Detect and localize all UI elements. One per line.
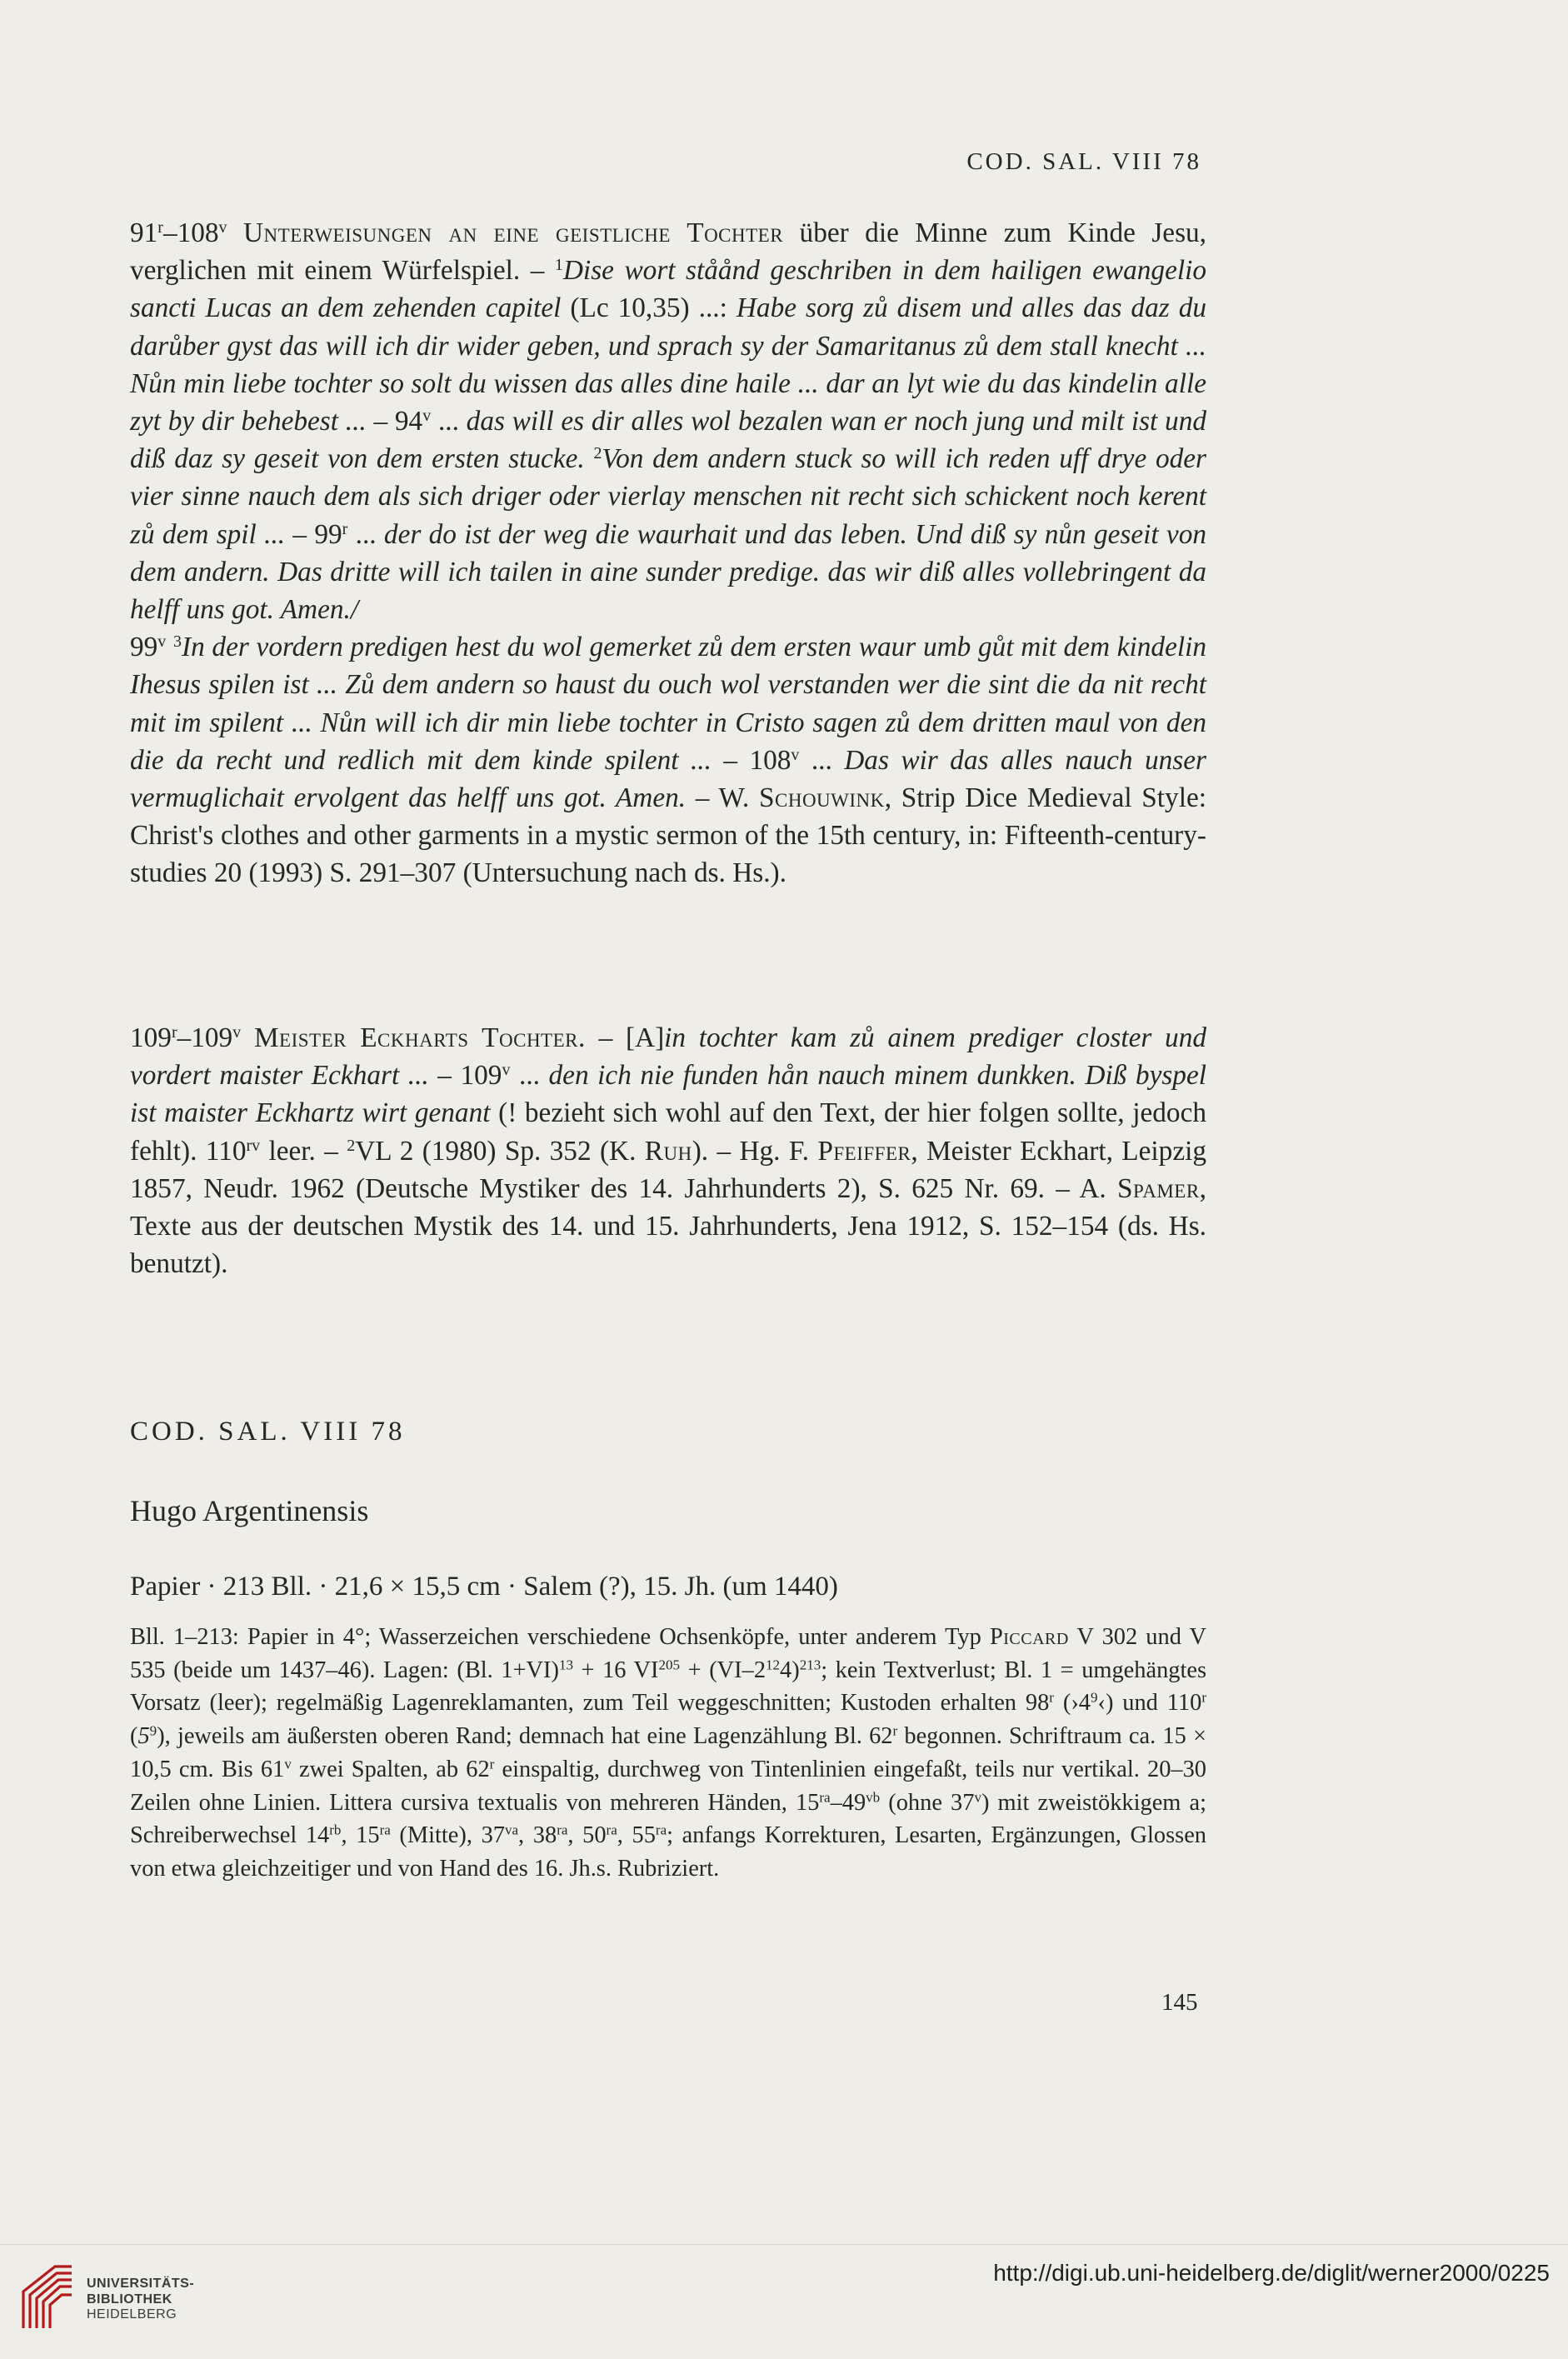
small-caps-run: Schouwink bbox=[758, 782, 885, 814]
text-run: ‹) und 110 bbox=[1097, 1690, 1202, 1717]
superscript: r bbox=[489, 1756, 495, 1772]
section-heading: COD. SAL. VIII 78 bbox=[130, 1417, 406, 1447]
italic-quote: der do ist der weg die waurhait und das leben. Und diß sy nůn geseit von dem andern. Das dritte will ich tailen in aine sunder predige. das wir diß alles vollebringent da helff uns got. Amen./ bbox=[130, 518, 1206, 626]
text-run bbox=[241, 1022, 254, 1053]
text-run: 91 bbox=[130, 217, 158, 248]
text-run: ... bbox=[799, 744, 845, 776]
superscript: r bbox=[1049, 1690, 1054, 1707]
logo-line-3: HEIDELBERG bbox=[87, 2307, 177, 2322]
text-run: + (VI–2 bbox=[680, 1657, 767, 1683]
text-run: ). – Hg. F. bbox=[692, 1135, 818, 1167]
small-caps-run: Unterweisungen an eine geistliche Tochter bbox=[243, 217, 784, 248]
superscript: r bbox=[342, 519, 348, 538]
italic-quote: Von dem andern stuck so will ich reden uff drye oder vier sinne nauch dem als sich driger oder vierlay menschen nit recht sich schickent noch kerent zů dem spil ... bbox=[130, 443, 1206, 550]
superscript: v bbox=[422, 407, 432, 426]
text-run: (›4 bbox=[1053, 1690, 1091, 1717]
text-run: , 55 bbox=[617, 1822, 656, 1849]
codex-meta-line: Papier · 213 Bll. · 21,6 × 15,5 cm · Salem (?), 15. Jh. (um 1440) bbox=[130, 1572, 838, 1602]
text-run: , Meister Eckhart, Leipzig 1857, Neudr. 1962 (Deutsche Mystiker des 14. Jahrhunderts 2), S. 625 Nr. 69. – A. bbox=[130, 1135, 1206, 1204]
text-run: –49 bbox=[830, 1789, 866, 1816]
text-run bbox=[166, 632, 173, 662]
small-caps-run: Pfeiffer bbox=[817, 1135, 911, 1167]
superscript: v bbox=[502, 1061, 511, 1080]
superscript: 3 bbox=[173, 632, 182, 652]
superscript: 12 bbox=[766, 1657, 781, 1673]
text-run: , Strip Dice Medieval Style: Christ's clothes and other garments in a mystic sermon of the 15th century, in: Fifteenth-century-studies 20 (1993) S. 291–307 (Untersuchung nach ds. Hs.). bbox=[130, 782, 1206, 889]
superscript: r bbox=[171, 1023, 177, 1042]
superscript: v bbox=[284, 1756, 292, 1772]
superscript: v bbox=[974, 1789, 981, 1806]
superscript: ra bbox=[606, 1822, 617, 1838]
italic-quote: Habe sorg zů disem und alles das daz du darůber gyst das will ich dir wider geben, und sprach sy der Samaritanus zů dem stall knecht ... Nůn min liebe tochter so solt du wissen das alles dine haile ... dar an lyt wie du das kindelin alle zyt by dir behebest ... bbox=[130, 292, 1206, 437]
text-run: , Texte aus der deutschen Mystik des 14. und 15. Jahrhunderts, Jena 1912, S. 152–154 (ds. Hs. benutzt). bbox=[130, 1172, 1206, 1280]
small-caps-run: Meister Eckharts Tochter. bbox=[253, 1022, 586, 1053]
superscript: ra bbox=[557, 1822, 568, 1838]
small-caps-run: Piccard bbox=[989, 1624, 1069, 1650]
superscript: 9 bbox=[149, 1722, 157, 1739]
superscript: 205 bbox=[658, 1657, 681, 1673]
superscript: vb bbox=[866, 1789, 881, 1806]
text-run: ) mit zweistökkigem a; Schreiberwechsel 14 bbox=[130, 1789, 1206, 1849]
text-run: –109 bbox=[177, 1022, 233, 1053]
superscript: ra bbox=[379, 1822, 391, 1838]
superscript: v bbox=[218, 218, 227, 237]
italic-quote: den ich nie funden hån nauch minem dunkken. Diß byspel ist maister Eckhartz wirt genant bbox=[130, 1060, 1206, 1129]
small-caps-run: Ruh bbox=[644, 1135, 692, 1167]
text-run: ... bbox=[510, 1060, 549, 1092]
text-run: 109 bbox=[130, 1022, 172, 1053]
superscript: 2 bbox=[593, 444, 602, 463]
logo-line-1: UNIVERSITÄTS- bbox=[87, 2277, 195, 2291]
italic-quote: Das wir das alles nauch unser vermuglichait ervolgent das helff uns got. Amen. bbox=[130, 744, 1206, 814]
superscript: r bbox=[157, 218, 163, 237]
italic-quote: das will es dir alles wol bezalen wan er noch jung und milt ist und diß daz sy geseit von dem ersten stucke. bbox=[130, 406, 1207, 475]
text-run: – W. bbox=[686, 782, 759, 814]
superscript: 13 bbox=[558, 1657, 573, 1673]
superscript: r bbox=[1201, 1690, 1206, 1707]
superscript: v bbox=[791, 745, 800, 764]
text-run: ( bbox=[130, 1723, 138, 1750]
text-run: (! bezieht sich wohl auf den Text, der hier folgen sollte, jedoch fehlt). 110 bbox=[130, 1097, 1206, 1167]
superscript: rv bbox=[246, 1136, 261, 1155]
library-logo-icon bbox=[18, 2258, 77, 2330]
text-run: – 94 bbox=[373, 406, 423, 437]
text-run: – 108 bbox=[723, 744, 791, 776]
entry-unterweisungen bbox=[130, 214, 1206, 892]
page-number: 145 bbox=[1161, 1989, 1198, 2016]
footer-divider bbox=[0, 2244, 1568, 2245]
superscript: rb bbox=[329, 1822, 342, 1838]
superscript: 213 bbox=[799, 1657, 821, 1673]
text-run: leer. – bbox=[260, 1135, 347, 1167]
superscript: ra bbox=[819, 1789, 831, 1806]
text-run: 99 bbox=[130, 632, 158, 663]
text-run: einspaltig, durchweg von Tintenlinien eingefaßt, teils nur vertikal. 20–30 Zeilen ohne Linien. Littera cursiva textualis von mehreren Händen, 15 bbox=[130, 1756, 1206, 1816]
text-run: begonnen. Schriftraum ca. 15 × 10,5 cm. Bis 61 bbox=[130, 1723, 1206, 1782]
text-run: VL 2 (1980) Sp. 352 (K. bbox=[355, 1135, 645, 1167]
text-run: ; kein Textverlust; Bl. 1 = umgehängtes Vorsatz (leer); regelmäßig Lagenreklamanten, zum Teil weggeschnitten; Kustoden erhalten 98 bbox=[130, 1657, 1207, 1717]
italic-quote: in tochter kam zů ainem prediger closter und vordert maister Eckhart ... bbox=[130, 1022, 1206, 1092]
text-run: , 50 bbox=[567, 1822, 607, 1849]
text-run: – 109 bbox=[437, 1060, 502, 1092]
superscript: v bbox=[157, 632, 167, 652]
superscript: 9 bbox=[1090, 1690, 1098, 1707]
text-run: – [A] bbox=[585, 1022, 665, 1053]
text-run: ), jeweils am äußersten oberen Rand; demnach hat eine Lagenzählung Bl. 62 bbox=[157, 1723, 893, 1750]
text-run: über die Minne zum Kinde Jesu, verglichen mit einem Würfelspiel. – bbox=[130, 217, 1206, 287]
source-url-link[interactable]: http://digi.ub.uni-heidelberg.de/diglit/werner2000/0225 bbox=[993, 2260, 1550, 2286]
superscript: ra bbox=[655, 1822, 667, 1838]
entry-eckharts-tochter bbox=[130, 1019, 1206, 1282]
text-run: ... bbox=[347, 518, 384, 550]
codex-description bbox=[130, 1621, 1206, 1886]
text-run: V 302 und V 535 (beide um 1437–46). Lagen: (Bl. 1+VI) bbox=[130, 1624, 1207, 1683]
superscript: 2 bbox=[347, 1136, 356, 1155]
text-run: (ohne 37 bbox=[880, 1789, 975, 1816]
superscript: r bbox=[892, 1722, 898, 1739]
text-run bbox=[227, 217, 243, 248]
text-run: –108 bbox=[162, 217, 219, 248]
superscript: v bbox=[232, 1023, 242, 1042]
italic-quote: In der vordern predigen hest du wol gemerket zů dem ersten waur umb gůt mit dem kindelin Ihesus spilen ist ... Zů dem andern so haust du ouch wol verstanden wer die sint die da nit recht mit im spilent ... Nůn will ich dir min liebe tochter in Cristo sagen zů dem dritten maul von den die da recht und redlich mit dem kinde spilent ... bbox=[130, 632, 1206, 776]
text-run: (Lc 10,35) ...: bbox=[561, 292, 737, 324]
italic-quote: Dise wort ståånd geschriben in dem hailigen ewangelio sancti Lucas an dem zehenden capitel bbox=[130, 255, 1206, 324]
text-run: ... bbox=[431, 406, 467, 437]
superscript: va bbox=[504, 1822, 519, 1838]
text-run: 4) bbox=[780, 1657, 800, 1683]
small-caps-run: Spamer bbox=[1117, 1172, 1200, 1204]
text-run: Bll. 1–213: Papier in 4°; Wasserzeichen verschiedene Ochsenköpfe, unter anderem Typ bbox=[130, 1624, 990, 1650]
superscript: 1 bbox=[554, 256, 563, 275]
italic-quote: 5 bbox=[137, 1723, 150, 1750]
logo-line-2: BIBLIOTHEK bbox=[87, 2292, 172, 2307]
running-head: COD. SAL. VIII 78 bbox=[966, 148, 1201, 175]
author-name: Hugo Argentinensis bbox=[130, 1494, 369, 1527]
text-run: – 99 bbox=[292, 518, 342, 550]
text-run: , 15 bbox=[341, 1822, 380, 1849]
text-run: + 16 VI bbox=[572, 1657, 659, 1683]
text-run: zwei Spalten, ab 62 bbox=[291, 1756, 490, 1782]
text-run: ; anfangs Korrekturen, Lesarten, Ergänzungen, Glossen von etwa gleichzeitiger und von Hand des 16. Jh.s. Rubriziert. bbox=[130, 1822, 1206, 1882]
text-run: (Mitte), 37 bbox=[390, 1822, 505, 1849]
text-run: , 38 bbox=[518, 1822, 557, 1849]
library-logo-text bbox=[87, 2277, 194, 2323]
